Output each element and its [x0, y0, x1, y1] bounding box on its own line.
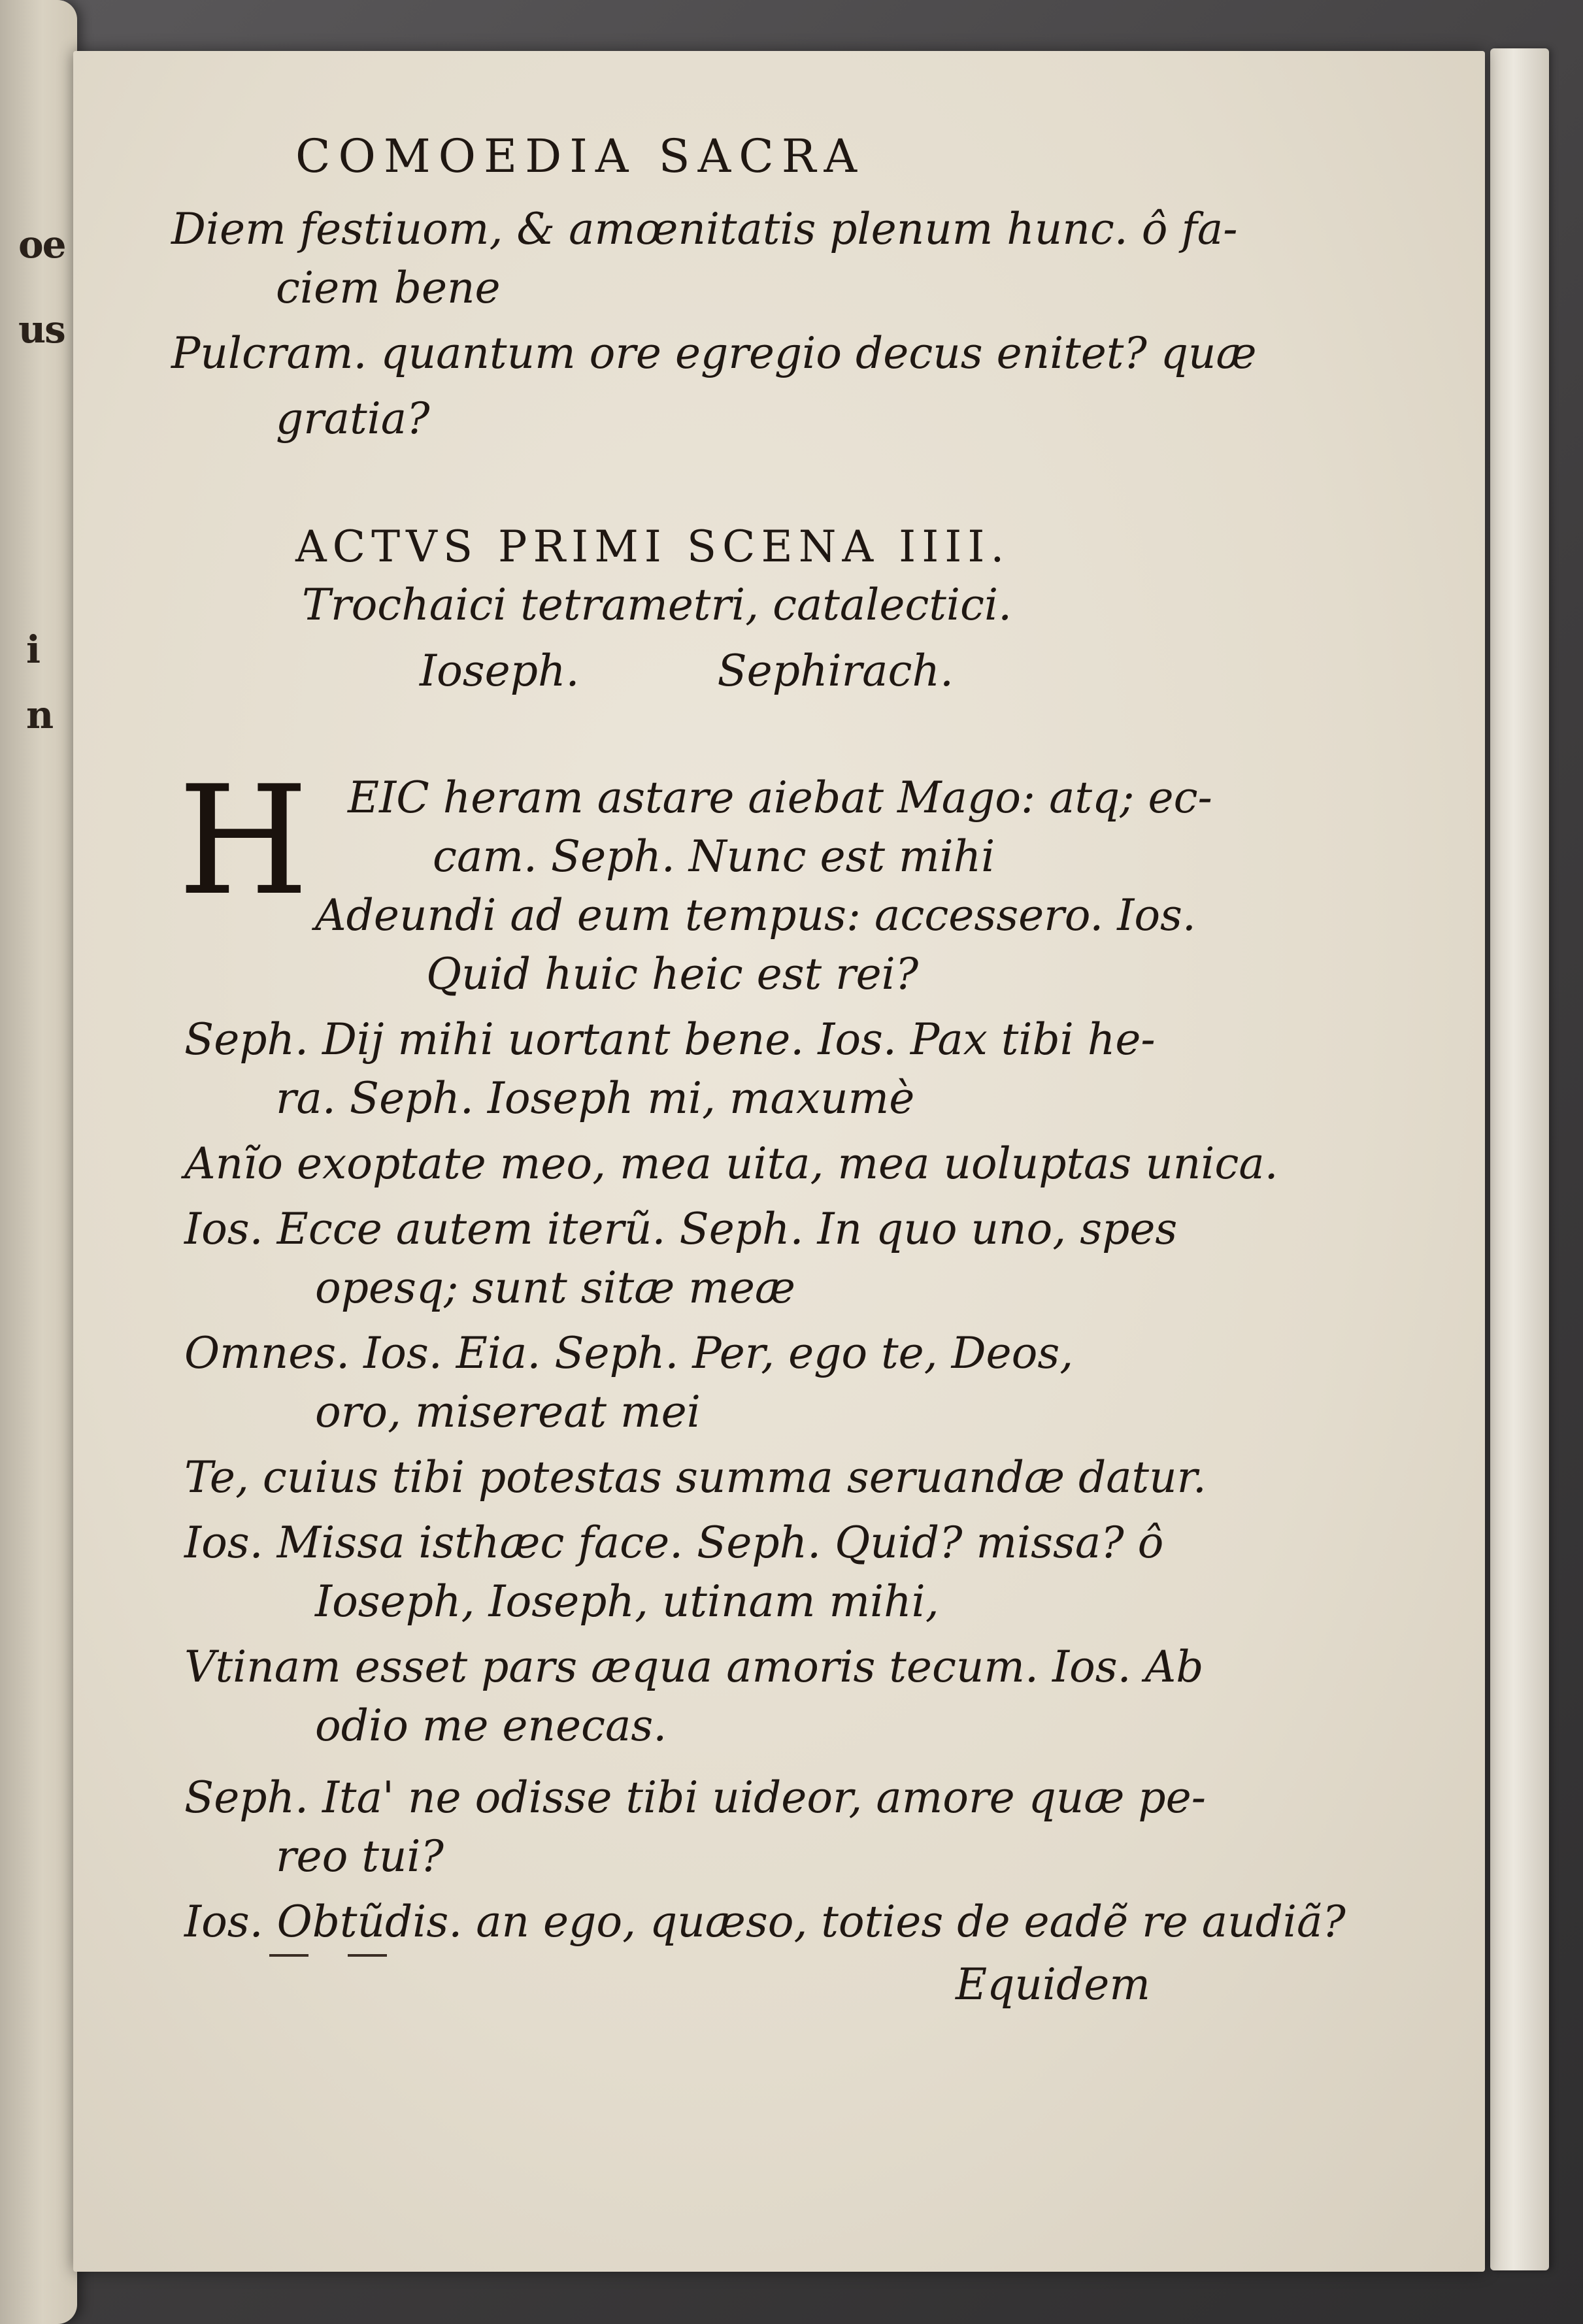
page-stack-edge: [1490, 48, 1549, 2270]
dialogue-line: opesq; sunt sitæ meæ: [315, 1263, 795, 1313]
speaker-sephirach: Sephirach.: [717, 646, 954, 696]
dialogue-line: Seph. Dij mihi uortant bene. Ios. Pax tibi he-: [184, 1014, 1156, 1065]
dialogue-line: oro, misereat mei: [315, 1387, 701, 1437]
dialogue-line: EIC heram astare aiebat Mago: atq; ec-: [348, 772, 1212, 823]
dialogue-line: Omnes. Ios. Eia. Seph. Per, ego te, Deos,: [184, 1328, 1074, 1378]
dialogue-line: Ioseph, Ioseph, utinam mihi,: [315, 1576, 939, 1627]
prologue-line: Diem festiuom, & amœnitatis plenum hunc. ô fa-: [171, 204, 1238, 254]
facing-page-fragment: i: [26, 627, 40, 672]
prologue-line: gratia?: [276, 393, 430, 444]
book-page: [73, 51, 1485, 2272]
facing-page-fragment: oe: [18, 222, 65, 267]
facing-page-fragment: n: [26, 693, 53, 737]
dialogue-line: Te, cuius tibi potestas summa seruandæ datur.: [184, 1452, 1207, 1502]
dialogue-line: Anĩo exoptate meo, mea uita, mea uoluptas unica.: [184, 1138, 1278, 1189]
dialogue-line: cam. Seph. Nunc est mihi: [433, 831, 995, 882]
scene-heading: ACTVS PRIMI SCENA IIII.: [295, 522, 1010, 572]
dialogue-line: Ios. Obtũdis. an ego, quæso, toties de eadẽ re audiã?: [184, 1897, 1346, 1947]
speaker-list: [420, 646, 954, 696]
facing-page-fragment: us: [18, 307, 65, 352]
speaker-ioseph: Ioseph.: [420, 646, 580, 696]
underline-mark: [269, 1954, 308, 1957]
running-head: COMOEDIA SACRA: [295, 129, 865, 183]
dialogue-line: ra. Seph. Ioseph mi, maxumè: [276, 1073, 915, 1123]
facing-page-edge: [0, 0, 77, 2324]
catchword: Equidem: [956, 1959, 1150, 2010]
dialogue-line: Ios. Missa isthæc face. Seph. Quid? missa? ô: [184, 1518, 1164, 1568]
dialogue-line: Quid huic heic est rei?: [426, 949, 919, 999]
dialogue-line: reo tui?: [276, 1831, 444, 1882]
meter-description: Trochaici tetrametri, catalectici.: [302, 580, 1012, 630]
prologue-line: ciem bene: [276, 263, 501, 313]
dialogue-line: Vtinam esset pars æqua amoris tecum. Ios. Ab: [184, 1642, 1204, 1692]
drop-cap: H: [178, 754, 309, 929]
dialogue-line: Ios. Ecce autem iterũ. Seph. In quo uno, spes: [184, 1204, 1178, 1254]
dialogue-line: odio me enecas.: [315, 1701, 667, 1751]
dialogue-line: Seph. Ita' ne odisse tibi uideor, amore quæ pe-: [184, 1772, 1206, 1823]
prologue-line: Pulcram. quantum ore egregio decus enitet? quæ: [171, 328, 1257, 378]
underline-mark: [348, 1954, 387, 1957]
dialogue-line: Adeundi ad eum tempus: accessero. Ios.: [315, 890, 1196, 940]
